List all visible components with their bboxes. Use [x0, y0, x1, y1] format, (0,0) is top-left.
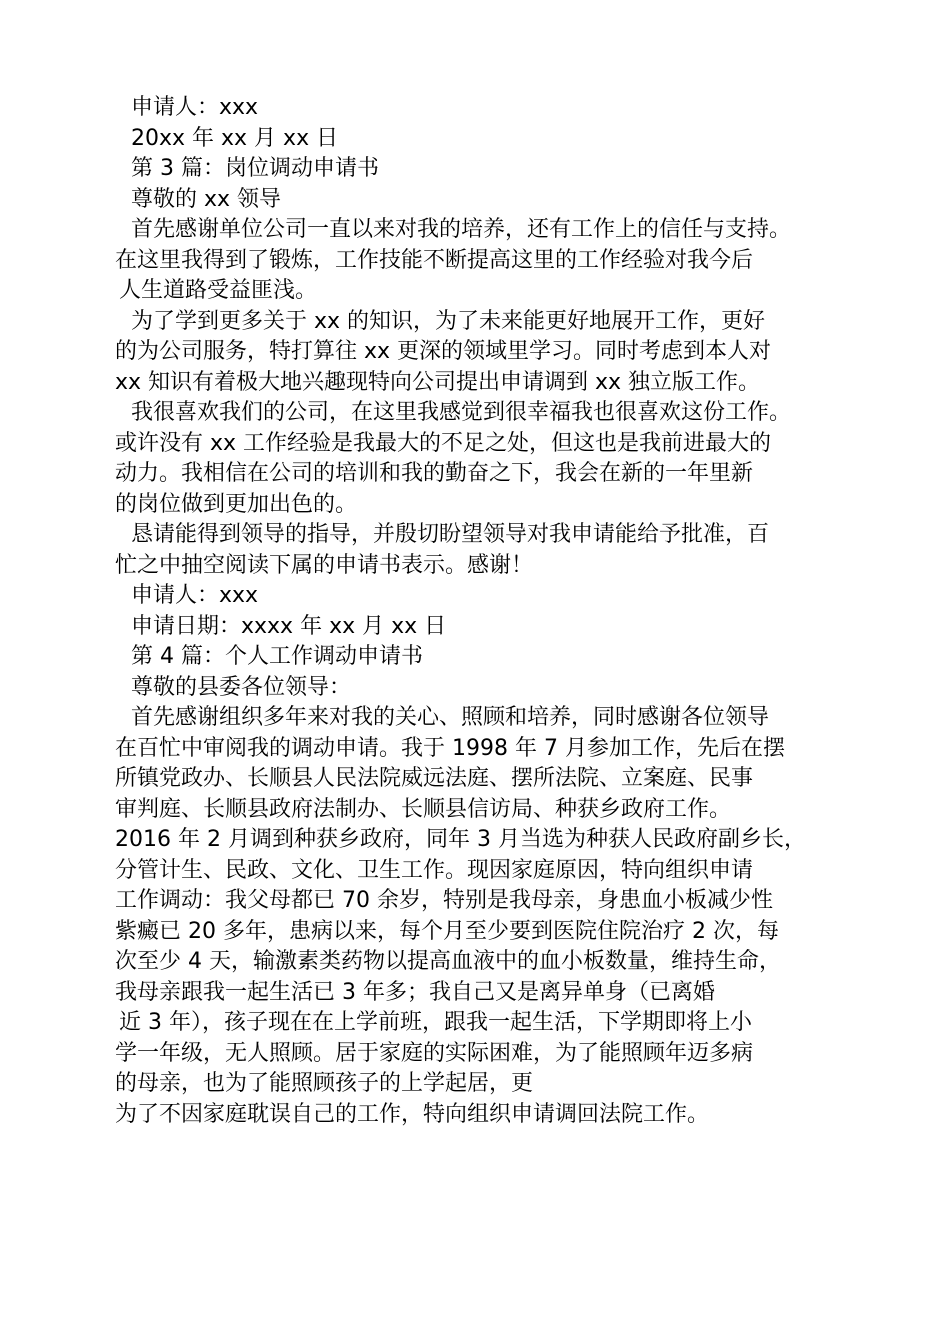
- text-line: 为了学到更多关于 xx 的知识，为了未来能更好地展开工作，更好: [131, 308, 766, 334]
- text-line: 紫癜已 20 多年，患病以来，每个月至少要到医院住院治疗 2 次，每: [115, 918, 779, 944]
- text-line: 20xx 年 xx 月 xx 日: [131, 125, 339, 151]
- text-line: 所镇党政办、长顺县人民法院威远法庭、摆所法院、立案庭、民事: [115, 766, 754, 791]
- text-line: 在百忙中审阅我的调动申请。我于 1998 年 7 月参加工作，先后在摆: [115, 735, 785, 761]
- text-line: 分管计生、民政、文化、卫生工作。现因家庭原因，特向组织申请: [115, 857, 754, 883]
- document-page: [115, 93, 855, 1130]
- text-line: 次至少 4 天，输激素类药物以提高血液中的血小板数量，维持生命，: [115, 949, 781, 974]
- text-line: 学一年级，无人照顾。居于家庭的实际困难，为了能照顾年迈多病: [115, 1040, 754, 1066]
- text-line: 审判庭、长顺县政府法制办、长顺县信访局、种获乡政府工作。: [115, 796, 732, 822]
- text-line: xx 知识有着极大地兴趣现特向公司提出申请调到 xx 独立版工作。: [115, 369, 761, 395]
- text-line: 申请人：xxx: [131, 583, 259, 608]
- text-line: 申请人：xxx: [131, 95, 259, 120]
- text-line: 人生道路受益匪浅。: [119, 278, 318, 303]
- text-line: 的母亲，也为了能照顾孩子的上学起居，更: [115, 1071, 534, 1096]
- text-line: 的岗位做到更加出色的。: [115, 491, 358, 517]
- text-line: 或许没有 xx 工作经验是我最大的不足之处，但这也是我前进最大的: [115, 430, 772, 456]
- text-line: 工作调动：我父母都已 70 余岁，特别是我母亲，身患血小板减少性: [115, 888, 773, 913]
- text-line: 尊敬的 xx 领导: [131, 186, 282, 212]
- text-line: 的为公司服务，特打算往 xx 更深的领域里学习。同时考虑到本人对: [115, 339, 772, 364]
- text-line: 第 4 篇：个人工作调动申请书: [131, 644, 423, 669]
- text-line: 第 3 篇：岗位调动申请书: [131, 156, 379, 181]
- text-line: 恳请能得到领导的指导，并殷切盼望领导对我申请能给予批准，百: [131, 522, 770, 547]
- text-line: 忙之中抽空阅读下属的申请书表示。感谢！: [115, 552, 534, 578]
- text-line: 申请日期：xxxx 年 xx 月 xx 日: [131, 613, 447, 639]
- text-line: 我母亲跟我一起生活已 3 年多；我自己又是离异单身（已离婚: [115, 979, 715, 1005]
- text-line: 首先感谢组织多年来对我的关心、照顾和培养，同时感谢各位领导: [131, 705, 770, 730]
- text-line: 动力。我相信在公司的培训和我的勤奋之下，我会在新的一年里新: [115, 461, 754, 486]
- text-line: 近 3 年），孩子现在在上学前班，跟我一起生活，下学期即将上小: [119, 1010, 752, 1035]
- text-line: 在这里我得到了锻炼，工作技能不断提高这里的工作经验对我今后: [115, 247, 754, 273]
- text-line: 为了不因家庭耽误自己的工作，特向组织申请调回法院工作。: [115, 1101, 710, 1127]
- text-line: 我很喜欢我们的公司，在这里我感觉到很幸福我也很喜欢这份工作。: [131, 400, 792, 425]
- text-line: 尊敬的县委各位领导：: [131, 674, 352, 700]
- text-line: 2016 年 2 月调到种获乡政府，同年 3 月当选为种获人民政府副乡长，: [115, 827, 806, 852]
- text-line: 首先感谢单位公司一直以来对我的培养，还有工作上的信任与支持。: [131, 217, 792, 242]
